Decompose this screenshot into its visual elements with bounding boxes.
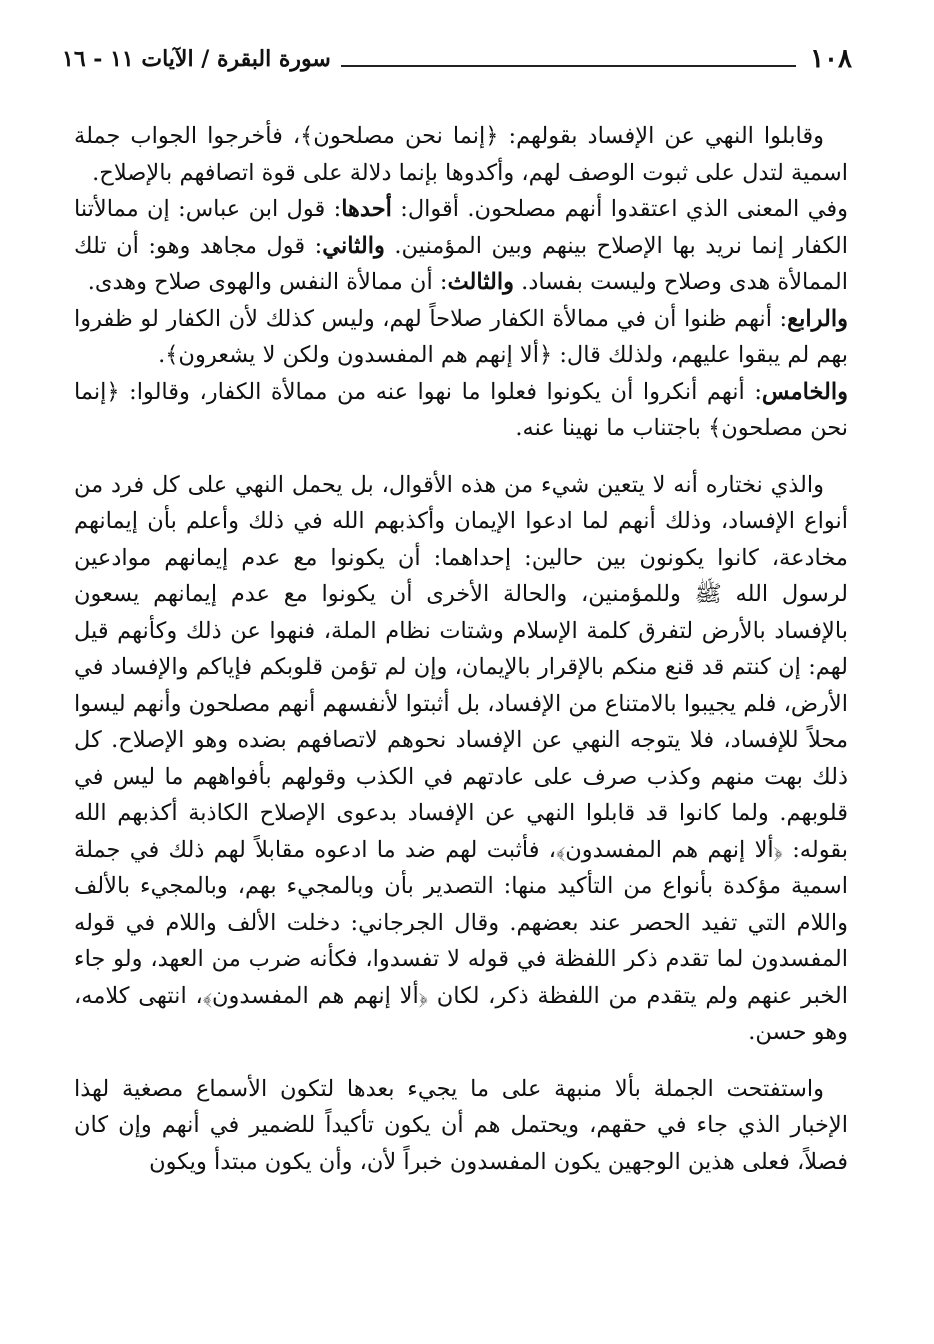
paragraph-2-text-c: : قول مجاهد وهو: أن تلك الممالأة هدى وصلاح وليست بفساد.: [74, 232, 848, 295]
keyword-third: والثالث: [447, 269, 515, 295]
paragraph-2: [74, 191, 848, 301]
running-title: سورة البقرة / الآيات ١١ - ١٦: [62, 46, 331, 72]
paragraph-1: وقابلوا النهي عن الإفساد بقولهم: ﴿إنما نحن مصلحون﴾، فأخرجوا الجواب جملة اسمية لتدل على ثبوت الوصف لهم، وأكدوها بإنما دلالة على قوة اتصافهم بالإصلاح.: [74, 123, 848, 186]
keyword-second: والثاني: [322, 232, 385, 259]
paragraph-3-text: : أنهم ظنوا أن في ممالأة الكفار صلاحاً لهم، وليس كذلك لأن الكفار لو ظفروا بهم لم يبقوا عليهم، ولذلك قال: ﴿ألا إنهم هم المفسدون ولكن لا يشعرون﴾.: [74, 305, 848, 368]
paragraph-3: [74, 301, 848, 374]
paragraph-4: [74, 374, 848, 447]
keyword-first: أحدها: [341, 196, 392, 222]
paragraph-2-text-b: : قول ابن عباس: إن ممالأتنا الكفار إنما نريد بها الإصلاح بينهم وبين المؤمنين.: [74, 196, 848, 259]
paragraph-4-text: : أنهم أنكروا أن يكونوا فعلوا ما نهوا عنه من ممالأة الكفار، وقالوا: ﴿إنما نحن مصلحون﴾ باجتناب ما نهينا عنه.: [74, 378, 848, 441]
keyword-fifth: والخامس: [761, 378, 848, 405]
paragraph-5: والذي نختاره أنه لا يتعين شيء من هذه الأقوال، بل يحمل النهي على كل فرد من أنواع الإفساد، وذلك أنهم لما ادعوا الإيمان وأكذبهم الله في ذلك وأعلم بأن إيمانهم مخادعة، كانوا يكونون بين حالين: إحداهما: أن يكونوا مع عدم إيمانهم موادعين لرسول الله ﷺ وللمؤمنين، والحالة الأخرى أن يكونوا مع عدم إيمانهم يسعون بالإفساد بالأرض لتفرق كلمة الإسلام وشتات نظام الملة، فنهوا عن ذلك وكأنهم قيل لهم: إن كنتم قد قنع منكم بالإقرار بالإيمان، وإن لم تؤمن قلوبكم فإياكم والإفساد في الأرض، فلم يجيبوا بالامتناع من الإفساد، بل أثبتوا لأنفسهم أنهم مصلحون وأنهم ليسوا محلاً للإفساد، فلا يتوجه النهي عن الإفساد نحوهم لاتصافهم بضده وهو الإصلاح. كل ذلك بهت منهم وكذب صرف على عادتهم في الكذب وقولهم بأفواههم ما ليس في قلوبهم. ولما كانوا قد قابلوا النهي عن الإفساد بدعوى الإصلاح الكاذبة أكذبهم الله بقوله: ﴿ألا إنهم هم المفسدون﴾، فأثبت لهم ضد ما ادعوه مقابلاً لهم ذلك في جملة اسمية مؤكدة بأنواع من التأكيد منها: التصدير بأن وبالمجيء بهم، وبالمجيء بالألف واللام التي تفيد الحصر عند بعضهم. وقال الجرجاني: دخلت الألف واللام في قوله المفسدون لما تقدم ذكر اللفظة في قوله لا تفسدوا، فكأنه ضرب من العهد، ولو جاء الخبر عنهم ولم يتقدم من اللفظة ذكر، لكان ﴿ألا إنهم هم المفسدون﴾، انتهى كلامه، وهو حسن.: [74, 471, 848, 1045]
paragraph-2-text-d: : أن ممالأة النفس والهوى صلاح وهدى.: [87, 269, 448, 295]
page-number: ١٠٨: [810, 44, 852, 74]
header-rule: [341, 51, 796, 67]
paragraph-6: واستفتحت الجملة بألا منبهة على ما يجيء بعدها لتكون الأسماع مصغية لهذا الإخبار الذي جاء في حقهم، ويحتمل هم أن يكون تأكيداً للضمير في أنهم وإن كان فصلاً، فعلى هذين الوجهين يكون المفسدون خبراً لأن، وأن يكون مبتدأ ويكون: [74, 1075, 848, 1175]
keyword-fourth: والرابع: [787, 305, 848, 332]
paragraph-2-text-a: وفي المعنى الذي اعتقدوا أنهم مصلحون. أقوال:: [391, 196, 848, 222]
page-header: [62, 42, 852, 76]
page-body: [74, 118, 848, 1180]
